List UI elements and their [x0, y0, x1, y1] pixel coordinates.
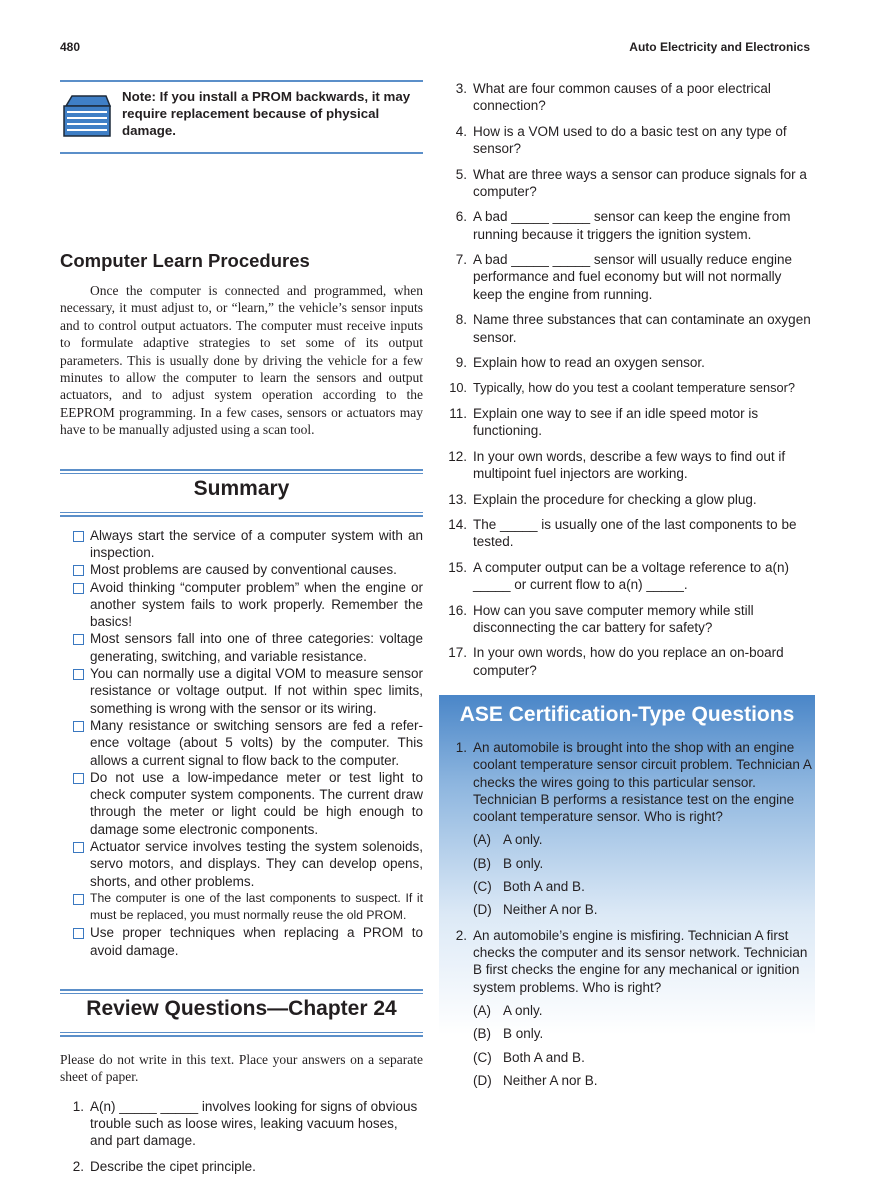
list-item: Actuator service involves testing the system solenoids, servo motors, and displays. They can develop opens, shorts, and other problems. [60, 838, 423, 890]
list-item: Most problems are caused by conventional causes. [60, 561, 423, 578]
learn-paragraph: Once the computer is connected and programmed, when necessary, it must adjust to, or “learn,” the vehicle’s sensor inputs and to control output actuators. The computer must receive inputs to formulate adaptive strategies to set some of its output parameters. This is usually done by driving the vehicle for a few minutes to allow the computer to learn the sensors and output actuators, and to adjust system operation according to the EEPROM programming. In a few cases, sensors or actuators may have to be manually adjusted using a scan tool. [60, 283, 423, 438]
list-item: 17. In your own words, how do you replace an on-board computer? [448, 645, 784, 678]
list-item: 2. Describe the cipet principle. [72, 1158, 256, 1174]
ase-section [439, 695, 815, 1089]
list-item: 7. A bad _____ _____ sensor will usually reduce engine performance and fuel economy but will not normally keep the engine from running. [455, 252, 792, 302]
answer-option: (B) B only. [473, 1026, 544, 1042]
checkbox-icon [73, 583, 84, 594]
answer-option: (D) Neither A nor B. [473, 902, 598, 918]
list-item: 4. How is a VOM used to do a basic test on any type of sensor? [455, 123, 787, 157]
answer-option: (C) Both A and B. [473, 1049, 585, 1065]
answer-option: (B) B only. [473, 855, 544, 871]
left-column [60, 80, 423, 1183]
checkbox-icon [73, 565, 84, 576]
learn-heading: Computer Learn Procedures [60, 250, 310, 271]
checkbox-icon [73, 531, 84, 542]
ase-questions [439, 739, 815, 1089]
list-item: 5. What are three ways a sensor can produce signals for a computer? [455, 166, 807, 199]
toolbox-icon [62, 92, 112, 138]
review-questions-right [443, 80, 811, 679]
list-item: 6. A bad _____ _____ sensor can keep the engine from running because it triggers the ignition system. [455, 209, 791, 242]
summary-banner [60, 469, 423, 517]
list-item: Use proper techniques when replacing a PROM to avoid damage. [60, 924, 423, 959]
checkbox-icon [73, 842, 84, 853]
checkbox-icon [73, 773, 84, 784]
checkbox-icon [73, 894, 84, 905]
running-header: Auto Electricity and Electronics [629, 40, 810, 54]
list-item: 16. How can you save computer memory while still disconnecting the car battery for safety? [448, 602, 754, 635]
list-item: 15. A computer output can be a voltage reference to a(n) _____ or current flow to a(n) _____. [448, 559, 789, 593]
list-item: Do not use a low-impedance meter or test light to check computer system components. The current draw through the meter or light could be high enough to damage some electronic components. [60, 769, 423, 838]
list-item: 8. Name three substances that can contaminate an oxygen sensor. [455, 312, 811, 345]
list-item: Always start the service of a computer system with an inspection. [60, 527, 423, 562]
ase-heading: ASE Certification-Type Questions [459, 702, 795, 726]
checkbox-icon [73, 634, 84, 645]
list-item: 2. An automobile’s engine is misfiring. Technician A first checks the computer and its sensor network. Technician B first checks the engine for any mechanical or ignition system problems. Who is right? (A) A only. (B) B only. (C) Both A and B. (D) Neither A nor B. [443, 927, 815, 1089]
checkbox-icon [73, 669, 84, 680]
summary-heading: Summary [193, 476, 290, 500]
list-item: 14. The _____ is usually one of the last components to be tested. [448, 517, 797, 550]
list-item: The computer is one of the last components to suspect. If it must be replaced, you must normally reuse the old PROM. [60, 890, 423, 925]
list-item: 10. Typically, how do you test a coolant temperature sensor? [449, 380, 795, 396]
review-heading: Review Questions—Chapter 24 [86, 997, 397, 1021]
note-box [60, 80, 423, 150]
list-item: 12. In your own words, describe a few ways to find out if multipoint fuel injectors are working. [448, 448, 786, 482]
page-number: 480 [60, 40, 81, 54]
list-item: 13. Explain the procedure for checking a glow plug. [448, 491, 757, 507]
list-item: Most sensors fall into one of three categories: voltage generating, switching, and variable resistance. [60, 630, 423, 665]
note-text: Note: If you install a PROM backwards, it may require replacement because of physical damage. [122, 89, 411, 138]
answer-option: (C) Both A and B. [473, 879, 585, 895]
list-item: 1. An automobile is brought into the shop with an engine coolant temperature sensor circuit problem. Technician A checks the wires going to this particular sensor. Technician B performs a resistance test on the engine coolant temperature sensor. Who is right? (A) A only. (B) B only. (C) Both A and B. (D) Neither A nor B. [443, 739, 815, 919]
review-questions-left [60, 1098, 423, 1175]
list-item: Avoid thinking “computer problem” when the engine or another system fails to work properly. Remember the basics! [60, 579, 423, 631]
checkbox-icon [73, 928, 84, 939]
list-item: 11. Explain one way to see if an idle speed motor is functioning. [449, 405, 759, 439]
summary-list [60, 527, 423, 959]
list-item: Many resistance or switching sensors are fed a refer- ence voltage (about 5 volts) by the computer. This allows a current signal to flow back to the computer. [60, 717, 423, 769]
list-item: You can normally use a digital VOM to measure sensor resistance or voltage output. If not within spec limits, something is wrong with the sensor or its wiring. [60, 665, 423, 717]
list-item: 1. A(n) _____ _____ involves looking for signs of obvious trouble such as loose wires, leaking vacuum hoses, and part damage. [72, 1098, 418, 1149]
answer-option: (D) Neither A nor B. [473, 1072, 598, 1088]
list-item: 9. Explain how to read an oxygen sensor. [455, 354, 705, 370]
answer-option: (A) A only. [473, 832, 543, 848]
list-item: 3. What are four common causes of a poor electrical connection? [455, 81, 771, 114]
checkbox-icon [73, 721, 84, 732]
review-intro: Please do not write in this text. Place your answers on a separate sheet of paper. [60, 1052, 423, 1085]
review-banner [60, 989, 423, 1037]
right-column [443, 80, 811, 1097]
answer-option: (A) A only. [473, 1002, 543, 1018]
